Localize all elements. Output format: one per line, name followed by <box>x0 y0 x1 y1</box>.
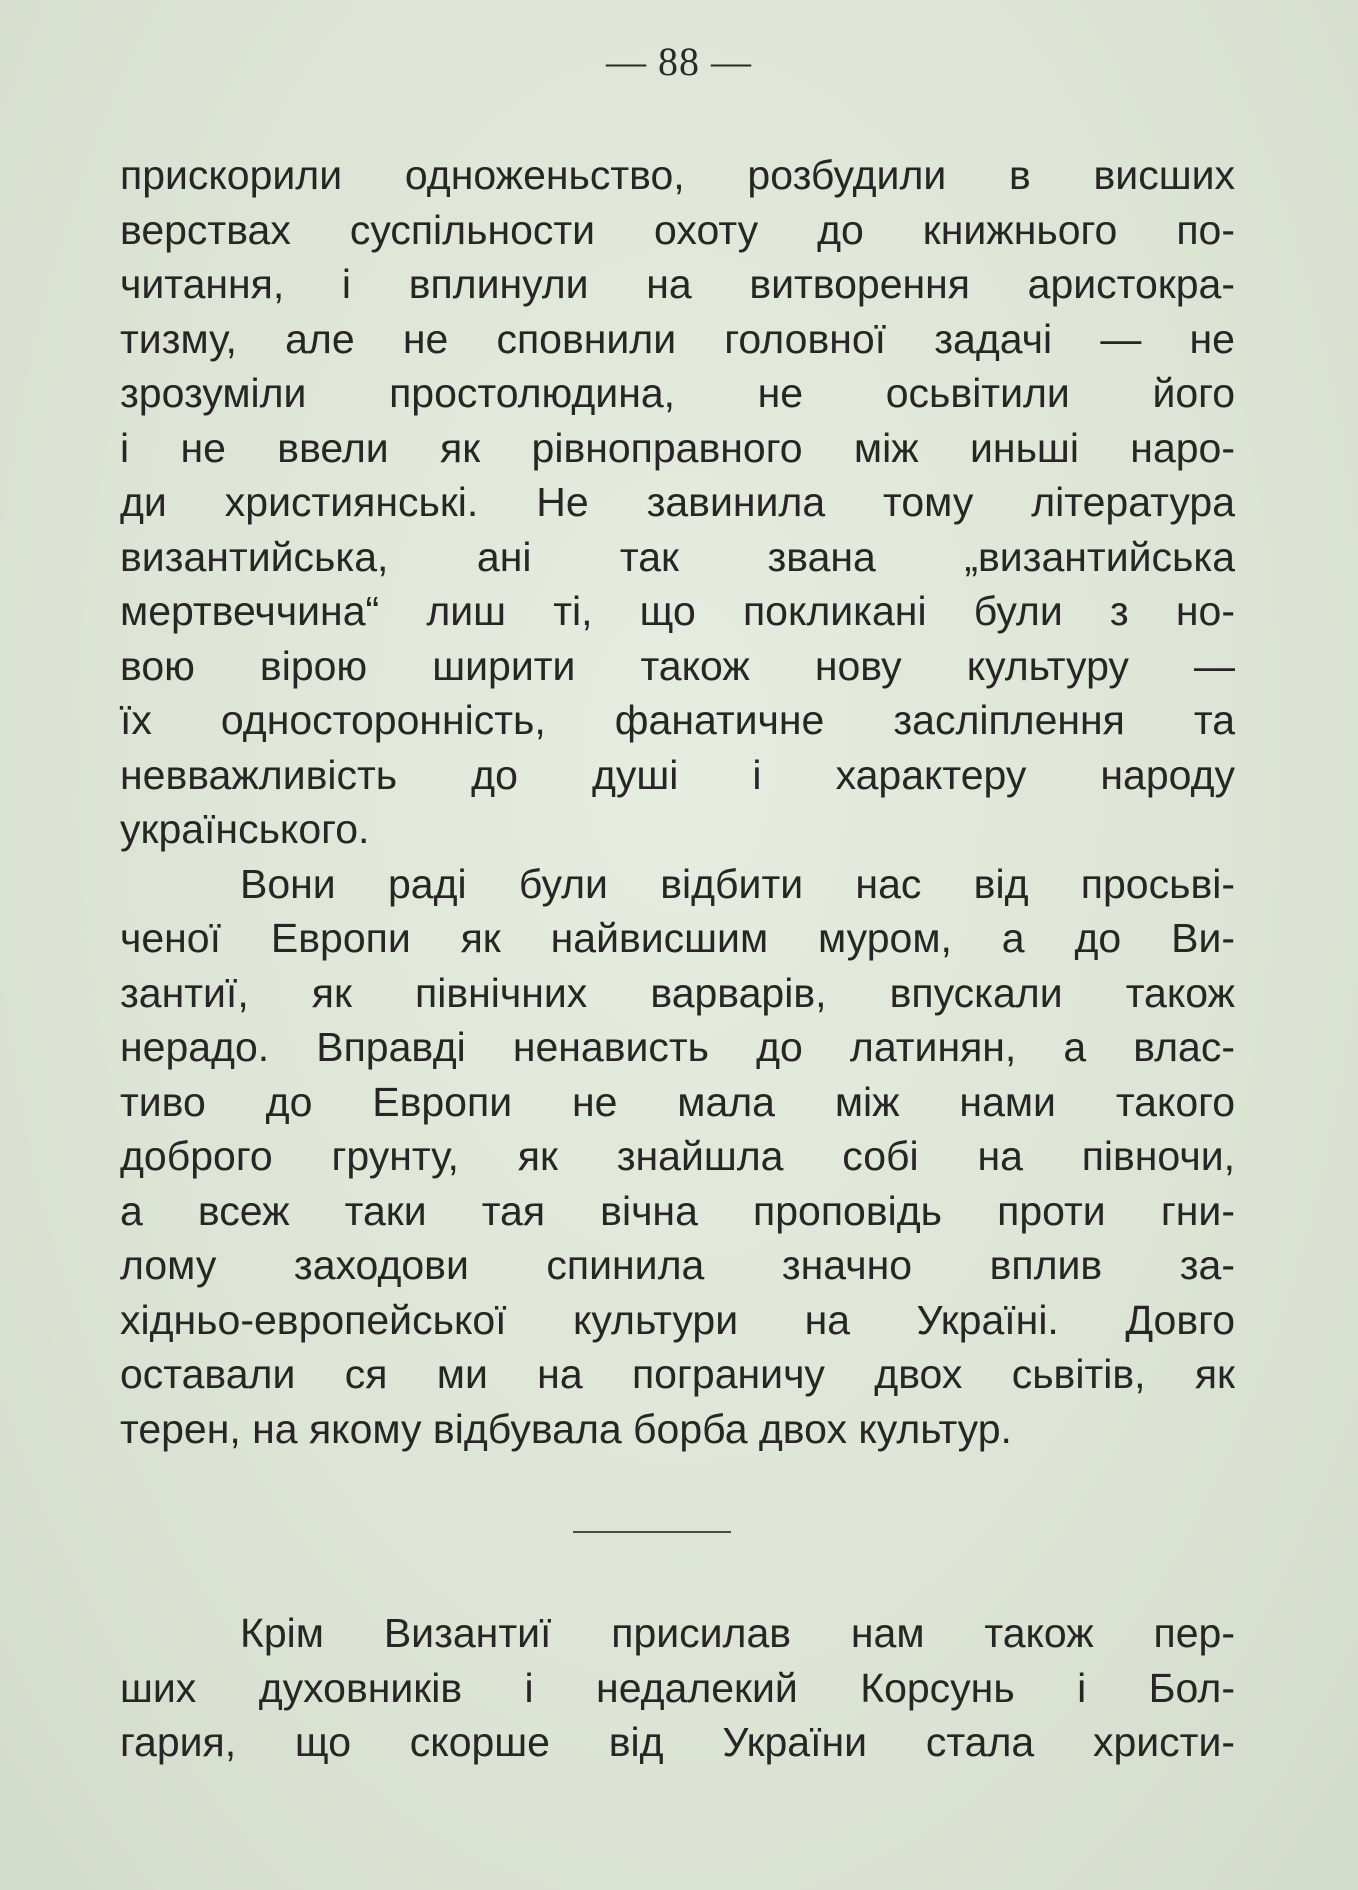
text-line: нерадо. Вправді ненависть до латинян, а влас- <box>120 1024 1235 1070</box>
text-line: терен, на якому відбувала борба двох культур. <box>120 1405 1012 1452</box>
text-line: византийська, ані так звана „византийська <box>120 533 1235 580</box>
text-line: Крім Византиї присилав нам також пер- <box>240 1610 1235 1656</box>
text-line: тизму, але не сповнили головної задачі — не <box>120 315 1235 362</box>
text-line: тиво до Европи не мала між нами такого <box>120 1078 1235 1125</box>
text-line: мертвеччина“ лиш ті, що покликані були з но- <box>120 588 1235 634</box>
text-line: хідньо-европейської культури на Україні. Довго <box>120 1296 1235 1343</box>
text-line: лому заходови спинила значно вплив за- <box>120 1242 1235 1288</box>
text-line: невважливість до душі і характеру народу <box>120 751 1235 798</box>
paragraph-1 <box>120 148 1235 857</box>
paragraph-3 <box>120 1606 1235 1770</box>
text-line: зантиї, як північних варварів, впускали також <box>120 969 1235 1016</box>
text-line: прискорили одноженьство, розбудили в висших <box>120 152 1235 198</box>
text-line: оставали ся ми на пограничу двох сьвітів, як <box>120 1351 1235 1397</box>
text-line: гария, що скорше від України стала христи- <box>120 1719 1235 1765</box>
text-line: зрозуміли простолюдина, не осьвітили його <box>120 370 1235 416</box>
text-line: а всеж таки тая вічна проповідь проти гни- <box>120 1187 1235 1234</box>
text-line: верствах суспільности охоту до книжнього по- <box>120 206 1235 253</box>
paragraph-2 <box>120 857 1235 1457</box>
text-line: ди християнські. Не завинила тому література <box>120 479 1235 525</box>
page-number: — 88 — <box>606 39 752 84</box>
text-line: вою вірою ширити також нову культуру — <box>120 642 1235 689</box>
section-divider <box>573 1531 731 1533</box>
text-line: і не ввели як рівноправного між иньші наро- <box>120 424 1235 471</box>
text-line: українського. <box>120 806 370 852</box>
text-line: читання, і вплинули на витворення аристокра- <box>120 261 1235 307</box>
text-line: ченої Европи як найвисшим муром, а до Ви- <box>120 915 1235 961</box>
text-line: їх односторонність, фанатичне засліплення та <box>120 697 1235 743</box>
text-line: ших духовників і недалекий Корсунь і Бол- <box>120 1664 1235 1711</box>
text-line: доброго грунту, як знайшла собі на півночи, <box>120 1133 1235 1179</box>
text-line: Вони раді були відбити нас від просьві- <box>240 860 1235 907</box>
main-text <box>120 148 1235 1456</box>
